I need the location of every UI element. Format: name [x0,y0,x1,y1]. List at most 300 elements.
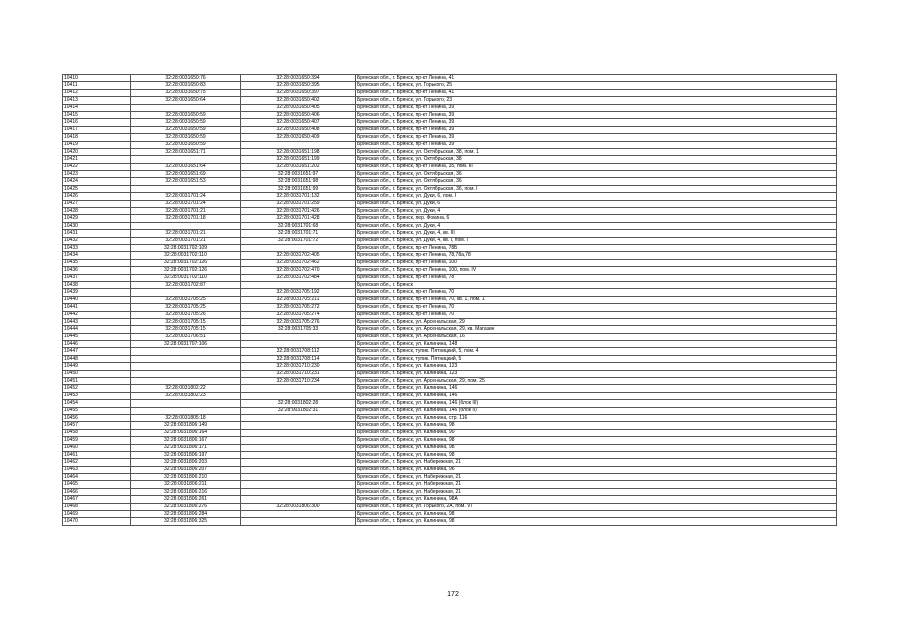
parcel-cadastral-cell [131,348,241,355]
table-row [63,274,837,281]
address-cell: Брянская обл., г. Брянск, ул. Арсенальская, 29, кв. Магазин [356,326,837,333]
parcel-cadastral-cell [131,185,241,192]
table-row [63,370,837,377]
parcel-cadastral-cell: 32:28:0031805:18 [131,414,241,421]
table-row [63,474,837,481]
table-row [63,104,837,111]
table-row [63,355,837,362]
parcel-cadastral-cell: 32:28:0031806:261 [131,496,241,503]
address-cell: Брянская обл., г. Брянск, пр-кт Ленина, 39 [356,126,837,133]
table-row [63,141,837,148]
building-cadastral-cell: 32:28:0031701:132 [241,193,356,200]
table-row [63,348,837,355]
address-cell: Брянская обл., г. Брянск, ул. Калинина, 98 [356,518,837,525]
building-cadastral-cell [241,414,356,421]
address-cell: Брянская обл., г. Брянск, ул. Набережная, 21 [356,459,837,466]
row-number-cell: 10459 [63,437,131,444]
address-cell: Брянская обл., г. Брянск, пр-кт Ленина, 35, пом. III [356,163,837,170]
address-cell: Брянская обл., г. Брянск, ул. Набережная, 21 [356,488,837,495]
row-number-cell: 10466 [63,488,131,495]
parcel-cadastral-cell [131,407,241,414]
table-row [63,296,837,303]
building-cadastral-cell: 32:28:0031650:409 [241,134,356,141]
address-cell: Брянская обл., г. Брянск, ул. Октябрьская, 36 [356,178,837,185]
address-cell: Брянская обл., г. Брянск, пр-кт Ленина, 39 [356,104,837,111]
building-cadastral-cell [241,244,356,251]
table-row [63,252,837,259]
row-number-cell: 10464 [63,474,131,481]
address-cell: Брянская обл., г. Брянск [356,281,837,288]
building-cadastral-cell [241,518,356,525]
row-number-cell: 10424 [63,178,131,185]
parcel-cadastral-cell: 32:28:0031650:59 [131,119,241,126]
building-cadastral-cell [241,333,356,340]
row-number-cell: 10431 [63,230,131,237]
building-cadastral-cell: 32:28:0031701:259 [241,200,356,207]
building-cadastral-cell: 32:28:0031701:428 [241,215,356,222]
parcel-cadastral-cell: 32:28:0031806:284 [131,511,241,518]
building-cadastral-cell: 32:28:0031650:402 [241,97,356,104]
parcel-cadastral-cell: 32:28:0031651:64 [131,163,241,170]
row-number-cell: 10463 [63,466,131,473]
table-row [63,518,837,525]
row-number-cell: 10469 [63,511,131,518]
parcel-cadastral-cell: 32:28:0031702:110 [131,252,241,259]
row-number-cell: 10461 [63,451,131,458]
parcel-cadastral-cell: 32:28:0031806:216 [131,488,241,495]
table-row [63,481,837,488]
address-cell: Брянская обл., г. Брянск, ул. Дуки, 6, пом. I [356,193,837,200]
parcel-cadastral-cell: 32:28:0031702:110 [131,274,241,281]
building-cadastral-cell: 32:28:0031650:397 [241,89,356,96]
parcel-cadastral-cell: 32:28:0031701:21 [131,237,241,244]
table-row [63,89,837,96]
building-cadastral-cell [241,437,356,444]
row-number-cell: 10441 [63,304,131,311]
row-number-cell: 10422 [63,163,131,170]
building-cadastral-cell: 32:28:0031702:462 [241,259,356,266]
address-cell: Брянская обл., г. Брянск, пр-кт Ленина, 70 [356,289,837,296]
table-row [63,503,837,510]
row-number-cell: 10433 [63,244,131,251]
row-number-cell: 10429 [63,215,131,222]
address-cell: Брянская обл., г. Брянск, пр-кт Ленина, 70 [356,311,837,318]
address-cell: Брянская обл., г. Брянск, ул. Дуки, 4 [356,222,837,229]
table-row [63,244,837,251]
table-row [63,97,837,104]
row-number-cell: 10432 [63,237,131,244]
parcel-cadastral-cell: 32:28:0031650:83 [131,82,241,89]
table-row [63,281,837,288]
parcel-cadastral-cell: 32:28:0031650:64 [131,97,241,104]
row-number-cell: 10470 [63,518,131,525]
table-row [63,82,837,89]
building-cadastral-cell: 32:28:0031705:33 [241,326,356,333]
building-cadastral-cell [241,488,356,495]
building-cadastral-cell: 32:28:0031651:98 [241,178,356,185]
building-cadastral-cell [241,466,356,473]
parcel-cadastral-cell [131,222,241,229]
table-row [63,289,837,296]
table-row [63,75,837,82]
table-row [63,392,837,399]
row-number-cell: 10454 [63,400,131,407]
table-row [63,459,837,466]
row-number-cell: 10458 [63,429,131,436]
parcel-cadastral-cell: 32:28:0031806:167 [131,437,241,444]
address-cell: Брянская обл., г. Брянск, пр-кт Ленина, 100 [356,259,837,266]
parcel-cadastral-cell [131,378,241,385]
building-cadastral-cell: 32:28:0031701:72 [241,237,356,244]
row-number-cell: 10416 [63,119,131,126]
building-cadastral-cell: 32:28:0031705:274 [241,311,356,318]
row-number-cell: 10449 [63,363,131,370]
address-cell: Брянская обл., г. Брянск, ул. Горького, 23 [356,97,837,104]
address-cell: Брянская обл., г. Брянск, ул. Набережная, 21 [356,474,837,481]
row-number-cell: 10460 [63,444,131,451]
parcel-cadastral-cell: 32:28:0031701:18 [131,215,241,222]
row-number-cell: 10442 [63,311,131,318]
row-number-cell: 10425 [63,185,131,192]
building-cadastral-cell [241,422,356,429]
table-row [63,311,837,318]
row-number-cell: 10468 [63,503,131,510]
row-number-cell: 10438 [63,281,131,288]
address-cell: Брянская обл., г. Брянск, ул. Калинина, 123 [356,363,837,370]
table-row [63,488,837,495]
row-number-cell: 10450 [63,370,131,377]
parcel-cadastral-cell: 32:28:0031650:59 [131,111,241,118]
row-number-cell: 10430 [63,222,131,229]
building-cadastral-cell: 32:28:0031708:112 [241,348,356,355]
table-row [63,200,837,207]
row-number-cell: 10411 [63,82,131,89]
building-cadastral-cell: 32:28:0031702:405 [241,252,356,259]
address-cell: Брянская обл., г. Брянск, ул. Калинина, 148 [356,341,837,348]
building-cadastral-cell: 32:28:0031651:99 [241,185,356,192]
row-number-cell: 10426 [63,193,131,200]
row-number-cell: 10420 [63,148,131,155]
building-cadastral-cell [241,511,356,518]
table-body [63,75,837,526]
building-cadastral-cell: 32:28:0031710:230 [241,363,356,370]
building-cadastral-cell: 32:28:0031705:211 [241,296,356,303]
parcel-cadastral-cell: 32:28:0031806:197 [131,451,241,458]
parcel-cadastral-cell: 32:28:0031806:203 [131,459,241,466]
building-cadastral-cell [241,496,356,503]
building-cadastral-cell: 32:28:0031802:28 [241,400,356,407]
address-cell: Брянская обл., г. Брянск, ул. Калинина, 96 [356,466,837,473]
parcel-cadastral-cell: 32:28:0031802:23 [131,392,241,399]
address-cell: Брянская обл., г. Брянск, ул. Дуки, 4, кв. III [356,230,837,237]
parcel-cadastral-cell: 32:28:0031806:211 [131,481,241,488]
address-cell: Брянская обл., г. Брянск, пр-кт Ленина, 39 [356,111,837,118]
building-cadastral-cell: 32:28:0031650:395 [241,82,356,89]
address-cell: Брянская обл., г. Брянск, ул. Арсенальская, 29 [356,318,837,325]
building-cadastral-cell: 32:28:0031701:426 [241,208,356,215]
parcel-cadastral-cell: 32:28:0031705:25 [131,304,241,311]
building-cadastral-cell [241,451,356,458]
address-cell: Брянская обл., г. Брянск, тупик. Пятницкий, 5 [356,355,837,362]
building-cadastral-cell: 32:28:0031650:405 [241,104,356,111]
row-number-cell: 10455 [63,407,131,414]
table-row [63,407,837,414]
row-number-cell: 10434 [63,252,131,259]
row-number-cell: 10457 [63,422,131,429]
address-cell: Брянская обл., г. Брянск, пр-кт Ленина, 78Б [356,244,837,251]
parcel-cadastral-cell: 32:28:0031702:126 [131,259,241,266]
address-cell: Брянская обл., г. Брянск, пр-кт Ленина, 41 [356,75,837,82]
address-cell: Брянская обл., г. Брянск, пер. Фокина, 6 [356,215,837,222]
address-cell: Брянская обл., г. Брянск, ул. Калинина, 146 [356,385,837,392]
row-number-cell: 10443 [63,318,131,325]
address-cell: Брянская обл., г. Брянск, пр-кт Ленина, 78 [356,274,837,281]
address-cell: Брянская обл., г. Брянск, ул. Калинина, 98 [356,451,837,458]
parcel-cadastral-cell: 32:28:0031706:51 [131,333,241,340]
parcel-cadastral-cell: 32:28:0031651:71 [131,148,241,155]
parcel-cadastral-cell: 32:28:0031651:69 [131,171,241,178]
table-row [63,385,837,392]
building-cadastral-cell [241,459,356,466]
address-cell: Брянская обл., г. Брянск, ул. Калинина, 146 [356,392,837,399]
table-row [63,444,837,451]
row-number-cell: 10417 [63,126,131,133]
row-number-cell: 10465 [63,481,131,488]
address-cell: Брянская обл., г. Брянск, пр-кт Ленина, 70 [356,304,837,311]
parcel-cadastral-cell [131,400,241,407]
parcel-cadastral-cell [131,156,241,163]
table-row [63,222,837,229]
table-row [63,363,837,370]
table-row [63,511,837,518]
row-number-cell: 10452 [63,385,131,392]
row-number-cell: 10467 [63,496,131,503]
building-cadastral-cell [241,444,356,451]
address-cell: Брянская обл., г. Брянск, ул. Калинина, 98 [356,444,837,451]
address-cell: Брянская обл., г. Брянск, ул. Калинина, 146 (блок II) [356,407,837,414]
address-cell: Брянская обл., г. Брянск, пр-кт Ленина, 70, кв. 1, пом. 1 [356,296,837,303]
address-cell: Брянская обл., г. Брянск, ул. Калинина, стр. 116 [356,414,837,421]
building-cadastral-cell [241,474,356,481]
row-number-cell: 10427 [63,200,131,207]
address-cell: Брянская обл., г. Брянск, ул. Октябрьская, 36 [356,171,837,178]
table-row [63,156,837,163]
row-number-cell: 10445 [63,333,131,340]
page-number: 172 [447,591,459,598]
table-row [63,215,837,222]
parcel-cadastral-cell: 32:28:0031702:109 [131,244,241,251]
row-number-cell: 10439 [63,289,131,296]
row-number-cell: 10419 [63,141,131,148]
address-cell: Брянская обл., г. Брянск, ул. Горького, 2А, пом. VI [356,503,837,510]
row-number-cell: 10421 [63,156,131,163]
row-number-cell: 10415 [63,111,131,118]
address-cell: Брянская обл., г. Брянск, пр-кт Ленина, 39 [356,141,837,148]
row-number-cell: 10423 [63,171,131,178]
building-cadastral-cell: 32:28:0031651:198 [241,148,356,155]
building-cadastral-cell: 32:28:0031702:484 [241,274,356,281]
table-row [63,259,837,266]
table-row [63,400,837,407]
parcel-cadastral-cell: 32:28:0031701:21 [131,208,241,215]
table-row [63,318,837,325]
address-cell: Брянская обл., г. Брянск, ул. Дуки, 4 [356,208,837,215]
address-cell: Брянская обл., г. Брянск, ул. Калинина, 146 (блок III) [356,400,837,407]
table-row [63,304,837,311]
building-cadastral-cell: 32:28:0031806:300 [241,503,356,510]
table-row [63,171,837,178]
parcel-cadastral-cell: 32:28:0031705:15 [131,326,241,333]
parcel-cadastral-cell: 32:28:0031650:76 [131,75,241,82]
document-sheet [62,74,836,526]
building-cadastral-cell: 32:28:0031705:272 [241,304,356,311]
parcel-cadastral-cell: 32:28:0031806:171 [131,444,241,451]
address-cell: Брянская обл., г. Брянск, ул. Калинина, 90 [356,429,837,436]
building-cadastral-cell: 32:28:0031701:68 [241,222,356,229]
building-cadastral-cell [241,429,356,436]
building-cadastral-cell: 32:28:0031651:199 [241,156,356,163]
table-row [63,466,837,473]
table-row [63,126,837,133]
address-cell: Брянская обл., г. Брянск, тупик. Пятницкий, 5, пом. 4 [356,348,837,355]
address-cell: Брянская обл., г. Брянск, ул. Дуки, 6 [356,200,837,207]
table-row [63,414,837,421]
row-number-cell: 10435 [63,259,131,266]
address-cell: Брянская обл., г. Брянск, пр-кт Ленина, 41 [356,89,837,96]
row-number-cell: 10437 [63,274,131,281]
table-row [63,451,837,458]
building-cadastral-cell: 32:28:0031705:192 [241,289,356,296]
parcel-cadastral-cell: 32:28:0031705:25 [131,296,241,303]
parcel-cadastral-cell: 32:28:0031650:75 [131,89,241,96]
row-number-cell: 10414 [63,104,131,111]
parcel-cadastral-cell: 32:28:0031702:87 [131,281,241,288]
address-cell: Брянская обл., г. Брянск, ул. Калинина, 98 [356,437,837,444]
table-row [63,148,837,155]
table-row [63,193,837,200]
address-cell: Брянская обл., г. Брянск, ул. Октябрьская, 36, пом. I [356,185,837,192]
building-cadastral-cell: 32:28:0031701:71 [241,230,356,237]
address-cell: Брянская обл., г. Брянск, ул. Калинина, 98 [356,422,837,429]
building-cadastral-cell: 32:28:0031651:202 [241,163,356,170]
table-row [63,341,837,348]
building-cadastral-cell [241,141,356,148]
address-cell: Брянская обл., г. Брянск, пр-кт Ленина, 100, пом. IV [356,267,837,274]
parcel-cadastral-cell: 32:28:0031707:106 [131,341,241,348]
row-number-cell: 10451 [63,378,131,385]
address-cell: Брянская обл., г. Брянск, ул. Дуки, 4, кв. I, пом. I [356,237,837,244]
parcel-cadastral-cell [131,363,241,370]
row-number-cell: 10456 [63,414,131,421]
address-cell: Брянская обл., г. Брянск, ул. Октябрьская, 38 [356,156,837,163]
row-number-cell: 10448 [63,355,131,362]
parcel-cadastral-cell: 32:28:0031806:325 [131,518,241,525]
address-cell: Брянская обл., г. Брянск, ул. Калинина, 98 [356,511,837,518]
parcel-cadastral-cell: 32:28:0031701:24 [131,193,241,200]
building-cadastral-cell [241,341,356,348]
table-row [63,208,837,215]
table-row [63,429,837,436]
parcel-cadastral-cell [131,104,241,111]
table-row [63,496,837,503]
parcel-cadastral-cell: 32:28:0031650:59 [131,141,241,148]
row-number-cell: 10410 [63,75,131,82]
address-cell: Брянская обл., г. Брянск, ул. Набережная, 21 [356,481,837,488]
table-row [63,185,837,192]
table-row [63,178,837,185]
table-row [63,134,837,141]
building-cadastral-cell: 32:28:0031705:276 [241,318,356,325]
parcel-cadastral-cell [131,355,241,362]
parcel-cadastral-cell: 32:28:0031806:207 [131,466,241,473]
address-cell: Брянская обл., г. Брянск, ул. Калинина, 98А [356,496,837,503]
address-cell: Брянская обл., г. Брянск, ул. Калинина, 123 [356,370,837,377]
building-cadastral-cell [241,481,356,488]
building-cadastral-cell [241,385,356,392]
parcel-cadastral-cell: 32:28:0031802:22 [131,385,241,392]
building-cadastral-cell: 32:28:0031708:114 [241,355,356,362]
parcel-cadastral-cell: 32:28:0031651:53 [131,178,241,185]
parcel-cadastral-cell: 32:28:0031806:276 [131,503,241,510]
row-number-cell: 10446 [63,341,131,348]
building-cadastral-cell: 32:28:0031710:231 [241,370,356,377]
row-number-cell: 10447 [63,348,131,355]
table-row [63,230,837,237]
parcel-cadastral-cell: 32:28:0031650:59 [131,126,241,133]
address-cell: Брянская обл., г. Брянск, ул. Октябрьская, 38, пом. 1 [356,148,837,155]
table-row [63,111,837,118]
row-number-cell: 10413 [63,97,131,104]
building-cadastral-cell [241,281,356,288]
parcel-cadastral-cell [131,370,241,377]
table-row [63,267,837,274]
building-cadastral-cell: 32:28:0031702:470 [241,267,356,274]
parcel-cadastral-cell: 32:28:0031806:164 [131,429,241,436]
table-row [63,378,837,385]
building-cadastral-cell: 32:28:0031710:234 [241,378,356,385]
parcel-cadastral-cell: 32:28:0031701:24 [131,200,241,207]
address-cell: Брянская обл., г. Брянск, пр-кт Ленина, 39 [356,119,837,126]
row-number-cell: 10428 [63,208,131,215]
address-cell: Брянская обл., г. Брянск, ул. Арсенальская, 29, пом. 25 [356,378,837,385]
building-cadastral-cell: 32:28:0031802:31 [241,407,356,414]
row-number-cell: 10436 [63,267,131,274]
address-cell: Брянская обл., г. Брянск, пр-кт Ленина, 39 [356,134,837,141]
parcel-cadastral-cell: 32:28:0031650:59 [131,134,241,141]
address-cell: Брянская обл., г. Брянск, пр-кт Ленина, 78,78а,78 [356,252,837,259]
parcel-cadastral-cell: 32:28:0031701:21 [131,230,241,237]
address-cell: Брянская обл., г. Брянск, ул. Горького, 25 [356,82,837,89]
row-number-cell: 10412 [63,89,131,96]
row-number-cell: 10418 [63,134,131,141]
row-number-cell: 10440 [63,296,131,303]
address-cell: Брянская обл., г. Брянск, ул. Арсенальская, 16 [356,333,837,340]
table-row [63,437,837,444]
parcel-cadastral-cell: 32:28:0031705:15 [131,318,241,325]
building-cadastral-cell: 32:28:0031650:408 [241,126,356,133]
table-row [63,422,837,429]
parcel-cadastral-cell: 32:28:0031702:126 [131,267,241,274]
building-cadastral-cell: 32:28:0031650:407 [241,119,356,126]
parcel-cadastral-cell: 32:28:0031705:26 [131,311,241,318]
row-number-cell: 10462 [63,459,131,466]
cadastral-table [62,74,837,526]
building-cadastral-cell: 32:28:0031650:406 [241,111,356,118]
parcel-cadastral-cell: 32:28:0031806:210 [131,474,241,481]
building-cadastral-cell: 32:28:0031651:97 [241,171,356,178]
table-row [63,237,837,244]
building-cadastral-cell [241,392,356,399]
